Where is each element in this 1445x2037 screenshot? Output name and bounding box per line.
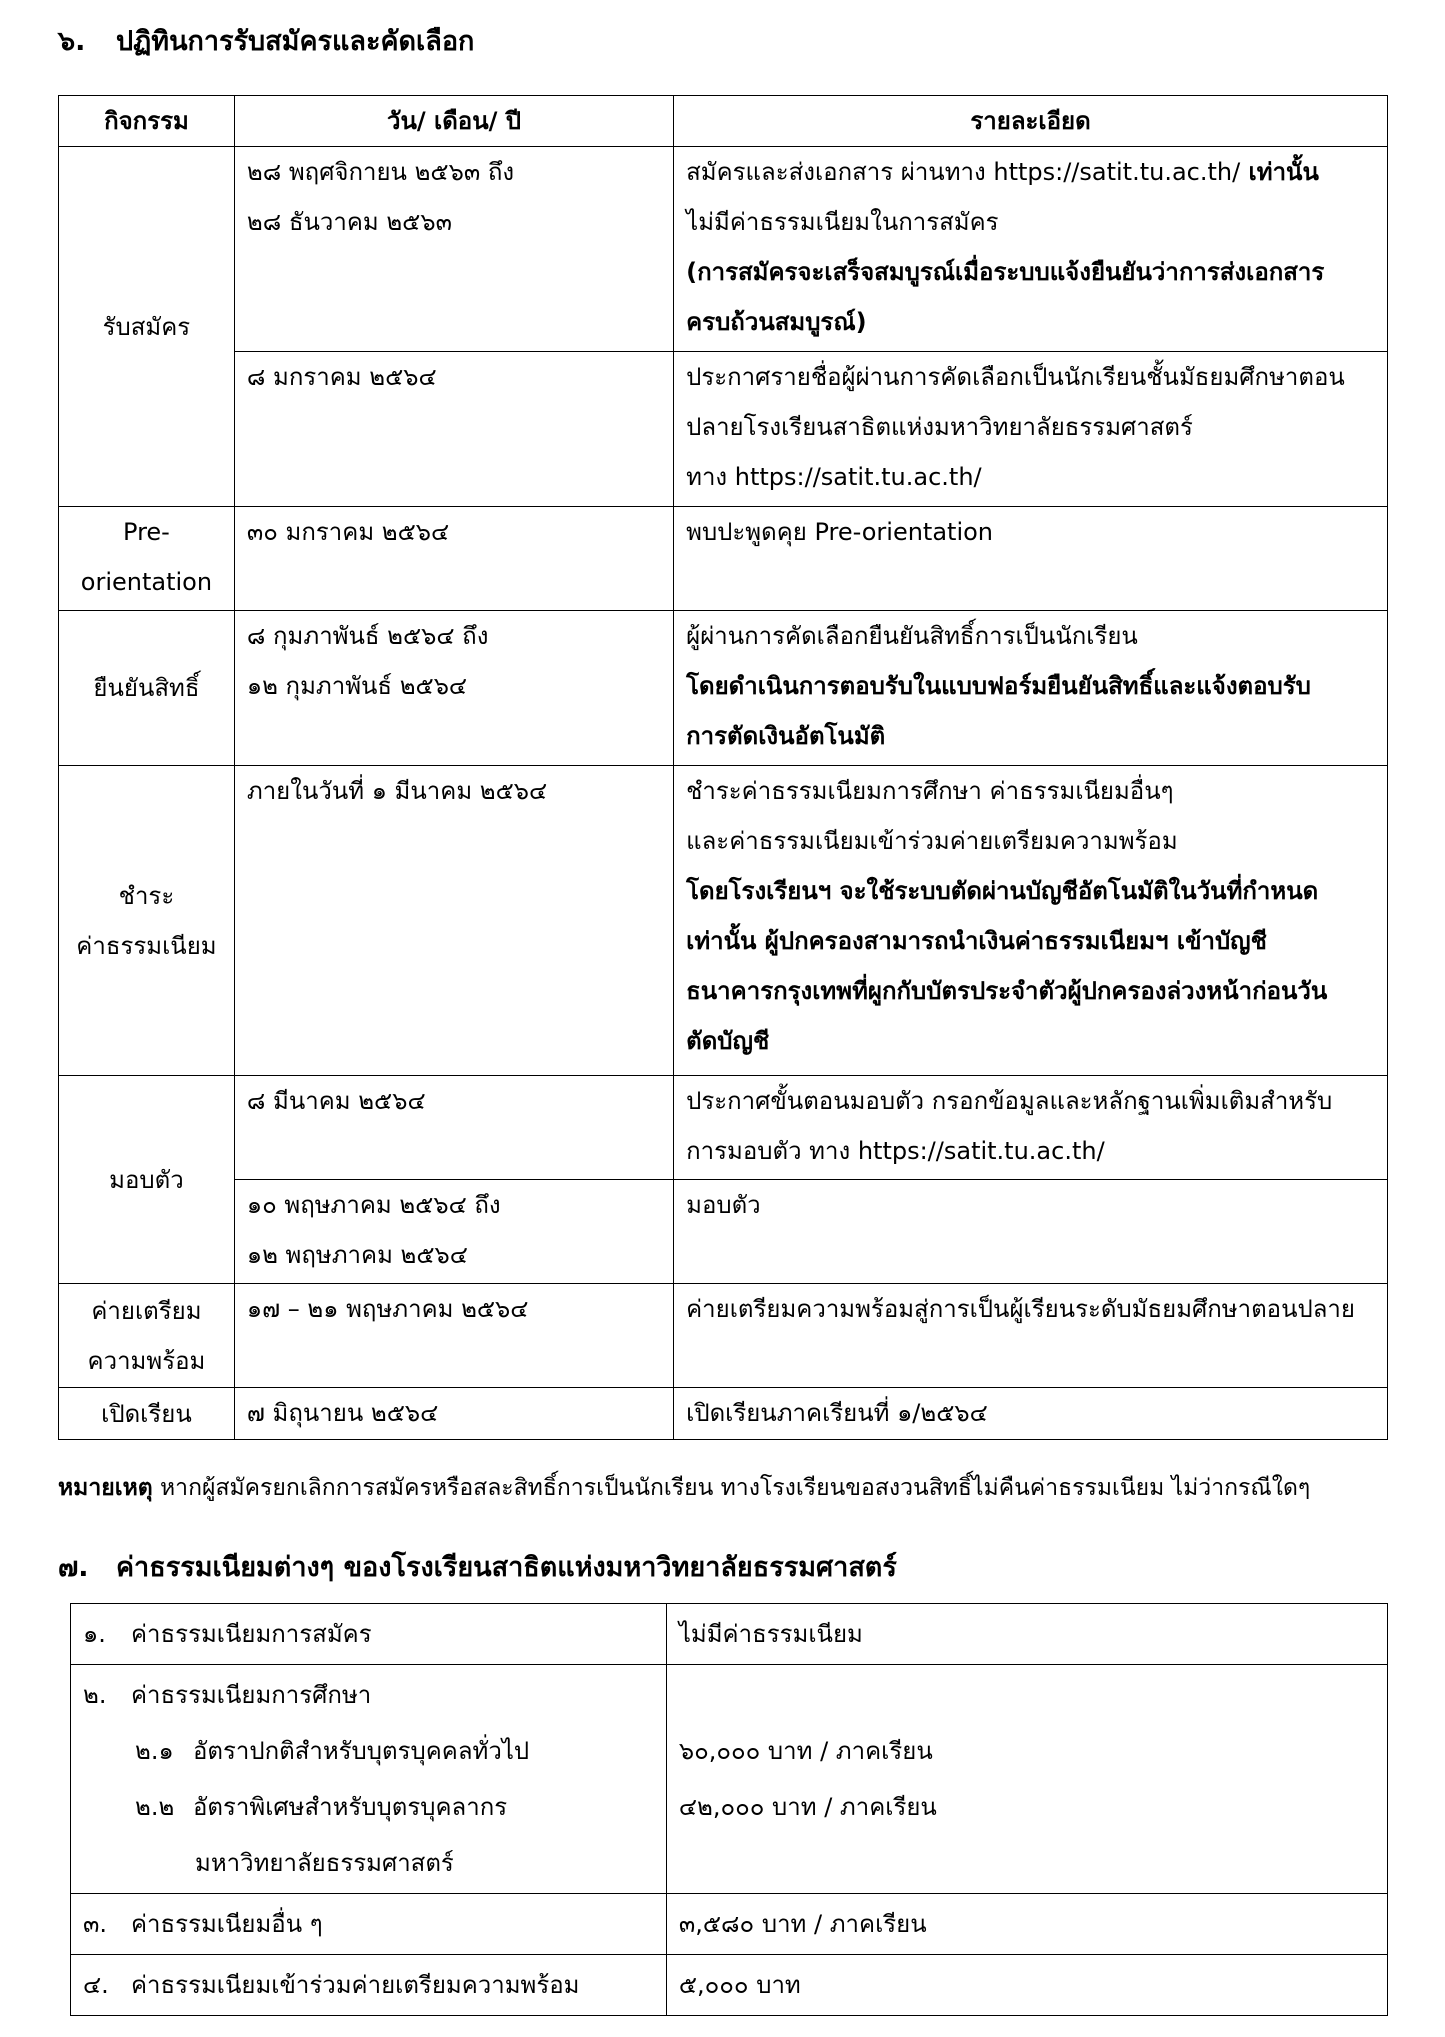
date-cell: ๗ มิถุนายน ๒๕๖๔ xyxy=(234,1388,673,1440)
fee-row xyxy=(71,1604,1388,1665)
activity-apply: รับสมัคร xyxy=(59,147,235,507)
detail-line: ประกาศรายชื่อผู้ผ่านการคัดเลือกเป็นนักเรียนชั้นมัธยมศึกษาตอน xyxy=(686,363,1345,391)
section-7-number: ๗. xyxy=(58,1552,89,1583)
fee-sub-number: ๒.๒ xyxy=(135,1793,175,1821)
date-line: ๑๐ พฤษภาคม ๒๕๖๔ ถึง xyxy=(246,1191,501,1219)
fee-number: ๑. xyxy=(83,1620,106,1648)
fees-table xyxy=(70,1603,1388,2016)
fee-label-cell xyxy=(71,1955,667,2016)
date-cell xyxy=(234,1180,673,1284)
date-cell: ๓๐ มกราคม ๒๕๖๔ xyxy=(234,507,673,611)
fee-main-line xyxy=(83,1667,654,1723)
detail-line-bold: เท่านั้น ผู้ปกครองสามารถนำเงินค่าธรรมเนียมฯ เข้าบัญชี xyxy=(686,927,1267,955)
activity-line: orientation xyxy=(80,568,213,596)
fee-label: ค่าธรรมเนียมอื่น ๆ xyxy=(131,1910,323,1938)
fee-number: ๒. xyxy=(83,1681,107,1709)
date-line: ๑๒ พฤษภาคม ๒๕๖๔ xyxy=(246,1241,468,1269)
activity-line: ค่ายเตรียม xyxy=(91,1296,202,1325)
detail-cell: มอบตัว xyxy=(674,1180,1388,1284)
date-cell: ๘ มกราคม ๒๕๖๔ xyxy=(234,352,673,507)
fee-sub-label: อัตราปกติสำหรับบุตรบุคคลทั่วไป xyxy=(193,1737,530,1765)
fee-sub-label-cont: มหาวิทยาลัยธรรมศาสตร์ xyxy=(195,1849,454,1877)
table-row xyxy=(59,507,1388,611)
detail-line: การมอบตัว ทาง https://satit.tu.ac.th/ xyxy=(686,1137,1105,1165)
fee-sub-number: ๒.๑ xyxy=(135,1737,174,1765)
activity-camp xyxy=(59,1284,235,1388)
note-label: หมายเหตุ xyxy=(58,1475,153,1501)
detail-line: ทาง https://satit.tu.ac.th/ xyxy=(686,463,982,491)
detail-cell xyxy=(674,1076,1388,1180)
detail-line: ไม่มีค่าธรรมเนียมในการสมัคร xyxy=(686,208,999,236)
header-activity: กิจกรรม xyxy=(59,96,235,147)
activity-confirm: ยืนยันสิทธิ์ xyxy=(59,611,235,766)
activity-line: ค่าธรรมเนียม xyxy=(76,931,217,960)
fee-label: ค่าธรรมเนียมเข้าร่วมค่ายเตรียมความพร้อม xyxy=(131,1971,580,1999)
detail-line xyxy=(686,147,1375,197)
date-line: ๒๘ พฤศจิกายน ๒๕๖๓ ถึง xyxy=(246,158,515,186)
table-row xyxy=(59,1076,1388,1180)
fee-number: ๓. xyxy=(83,1910,108,1938)
fee-label: ค่าธรรมเนียมการศึกษา xyxy=(131,1681,372,1709)
detail-line: ผู้ผ่านการคัดเลือกยืนยันสิทธิ์การเป็นนักเรียน xyxy=(686,622,1138,650)
table-row xyxy=(59,147,1388,352)
activity-line: ความพร้อม xyxy=(87,1346,206,1375)
detail-line-bold: โดยดำเนินการตอบรับในแบบฟอร์มยืนยันสิทธิ์และแจ้งตอบรับ xyxy=(686,672,1311,700)
date-line: ๘ กุมภาพันธ์ ๒๕๖๔ ถึง xyxy=(246,622,489,650)
fee-label: ค่าธรรมเนียมการสมัคร xyxy=(131,1620,372,1648)
detail-line-bold: ครบถ้วนสมบูรณ์) xyxy=(686,308,867,336)
fee-label-cell xyxy=(71,1604,667,1665)
table-row xyxy=(59,766,1388,1076)
table-row xyxy=(59,1180,1388,1284)
date-cell xyxy=(234,147,673,352)
fee-row xyxy=(71,1894,1388,1955)
detail-cell: ค่ายเตรียมความพร้อมสู่การเป็นผู้เรียนระดับมัธยมศึกษาตอนปลาย xyxy=(674,1284,1388,1388)
only-text: เท่านั้น xyxy=(1240,158,1319,186)
table-row xyxy=(59,611,1388,766)
fee-sub-line xyxy=(83,1723,654,1779)
header-detail: รายละเอียด xyxy=(674,96,1388,147)
activity-preorientation xyxy=(59,507,235,611)
header-date: วัน/ เดือน/ ปี xyxy=(234,96,673,147)
note xyxy=(58,1468,1388,1508)
fee-row xyxy=(71,1665,1388,1894)
date-cell: ๘ มีนาคม ๒๕๖๔ xyxy=(234,1076,673,1180)
section-6-title-text: ปฏิทินการรับสมัครและคัดเลือก xyxy=(116,26,475,57)
date-line: ๒๘ ธันวาคม ๒๕๖๓ xyxy=(246,208,452,236)
section-6-title xyxy=(58,22,474,62)
table-row xyxy=(59,1388,1388,1440)
detail-line: ปลายโรงเรียนสาธิตแห่งมหาวิทยาลัยธรรมศาสตร์ xyxy=(686,413,1193,441)
detail-line: ชำระค่าธรรมเนียมการศึกษา ค่าธรรมเนียมอื่นๆ xyxy=(686,777,1174,805)
note-text: หากผู้สมัครยกเลิกการสมัครหรือสละสิทธิ์การเป็นนักเรียน ทางโรงเรียนขอสงวนสิทธิ์ไม่คืนค่าธรรมเนียม ไม่ว่ากรณีใดๆ xyxy=(152,1475,1311,1501)
detail-line: และค่าธรรมเนียมเข้าร่วมค่ายเตรียมความพร้อม xyxy=(686,827,1178,855)
fee-value: ๕,๐๐๐ บาท xyxy=(666,1955,1387,2016)
fee-value: ๖๐,๐๐๐ บาท / ภาคเรียน xyxy=(678,1737,933,1765)
detail-line-bold: (การสมัครจะเสร็จสมบูรณ์เมื่อระบบแจ้งยืนยันว่าการส่งเอกสาร xyxy=(686,258,1325,286)
detail-cell: เปิดเรียนภาคเรียนที่ ๑/๒๕๖๔ xyxy=(674,1388,1388,1440)
fee-value: ๔๒,๐๐๐ บาท / ภาคเรียน xyxy=(678,1793,937,1821)
detail-cell xyxy=(674,147,1388,352)
section-7-title-text: ค่าธรรมเนียมต่างๆ ของโรงเรียนสาธิตแห่งมหาวิทยาลัยธรรมศาสตร์ xyxy=(116,1552,897,1583)
detail-cell: พบปะพูดคุย Pre-orientation xyxy=(674,507,1388,611)
table-row xyxy=(59,1284,1388,1388)
activity-line: ชำระ xyxy=(118,881,175,910)
date-cell xyxy=(234,611,673,766)
schedule-table xyxy=(58,95,1388,1440)
detail-line: ประกาศขั้นตอนมอบตัว กรอกข้อมูลและหลักฐานเพิ่มเติมสำหรับ xyxy=(686,1087,1333,1115)
fee-value-cell xyxy=(666,1665,1387,1894)
detail-cell xyxy=(674,352,1388,507)
detail-line-bold: ธนาคารกรุงเทพที่ผูกกับบัตรประจำตัวผู้ปกครองล่วงหน้าก่อนวัน xyxy=(686,977,1328,1005)
table-header-row xyxy=(59,96,1388,147)
fee-number: ๔. xyxy=(83,1971,109,1999)
detail-line-bold: โดยโรงเรียนฯ จะใช้ระบบตัดผ่านบัญชีอัตโนมัติในวันที่กำหนด xyxy=(686,877,1319,905)
date-cell: ภายในวันที่ ๑ มีนาคม ๒๕๖๔ xyxy=(234,766,673,1076)
fee-sub-label: อัตราพิเศษสำหรับบุตรบุคลากร xyxy=(193,1793,508,1821)
fee-label-cell xyxy=(71,1894,667,1955)
detail-line-bold: การตัดเงินอัตโนมัติ xyxy=(686,722,886,750)
date-line: ๑๒ กุมภาพันธ์ ๒๕๖๔ xyxy=(246,672,468,700)
activity-report: มอบตัว xyxy=(59,1076,235,1284)
apply-url-text: สมัครและส่งเอกสาร ผ่านทาง https://satit.tu.ac.th/ xyxy=(686,158,1241,186)
activity-payment xyxy=(59,766,235,1076)
section-7-title xyxy=(58,1548,897,1588)
fee-sub-line xyxy=(83,1779,654,1835)
section-6-number: ๖. xyxy=(58,26,86,57)
activity-line: Pre- xyxy=(123,518,170,546)
fee-row xyxy=(71,1955,1388,2016)
detail-cell xyxy=(674,611,1388,766)
activity-open: เปิดเรียน xyxy=(59,1388,235,1440)
date-cell: ๑๗ – ๒๑ พฤษภาคม ๒๕๖๔ xyxy=(234,1284,673,1388)
table-row xyxy=(59,352,1388,507)
detail-cell xyxy=(674,766,1388,1076)
fee-label-cell xyxy=(71,1665,667,1894)
fee-value: ไม่มีค่าธรรมเนียม xyxy=(666,1604,1387,1665)
fee-value: ๓,๕๘๐ บาท / ภาคเรียน xyxy=(666,1894,1387,1955)
detail-line-bold: ตัดบัญชี xyxy=(686,1027,770,1055)
